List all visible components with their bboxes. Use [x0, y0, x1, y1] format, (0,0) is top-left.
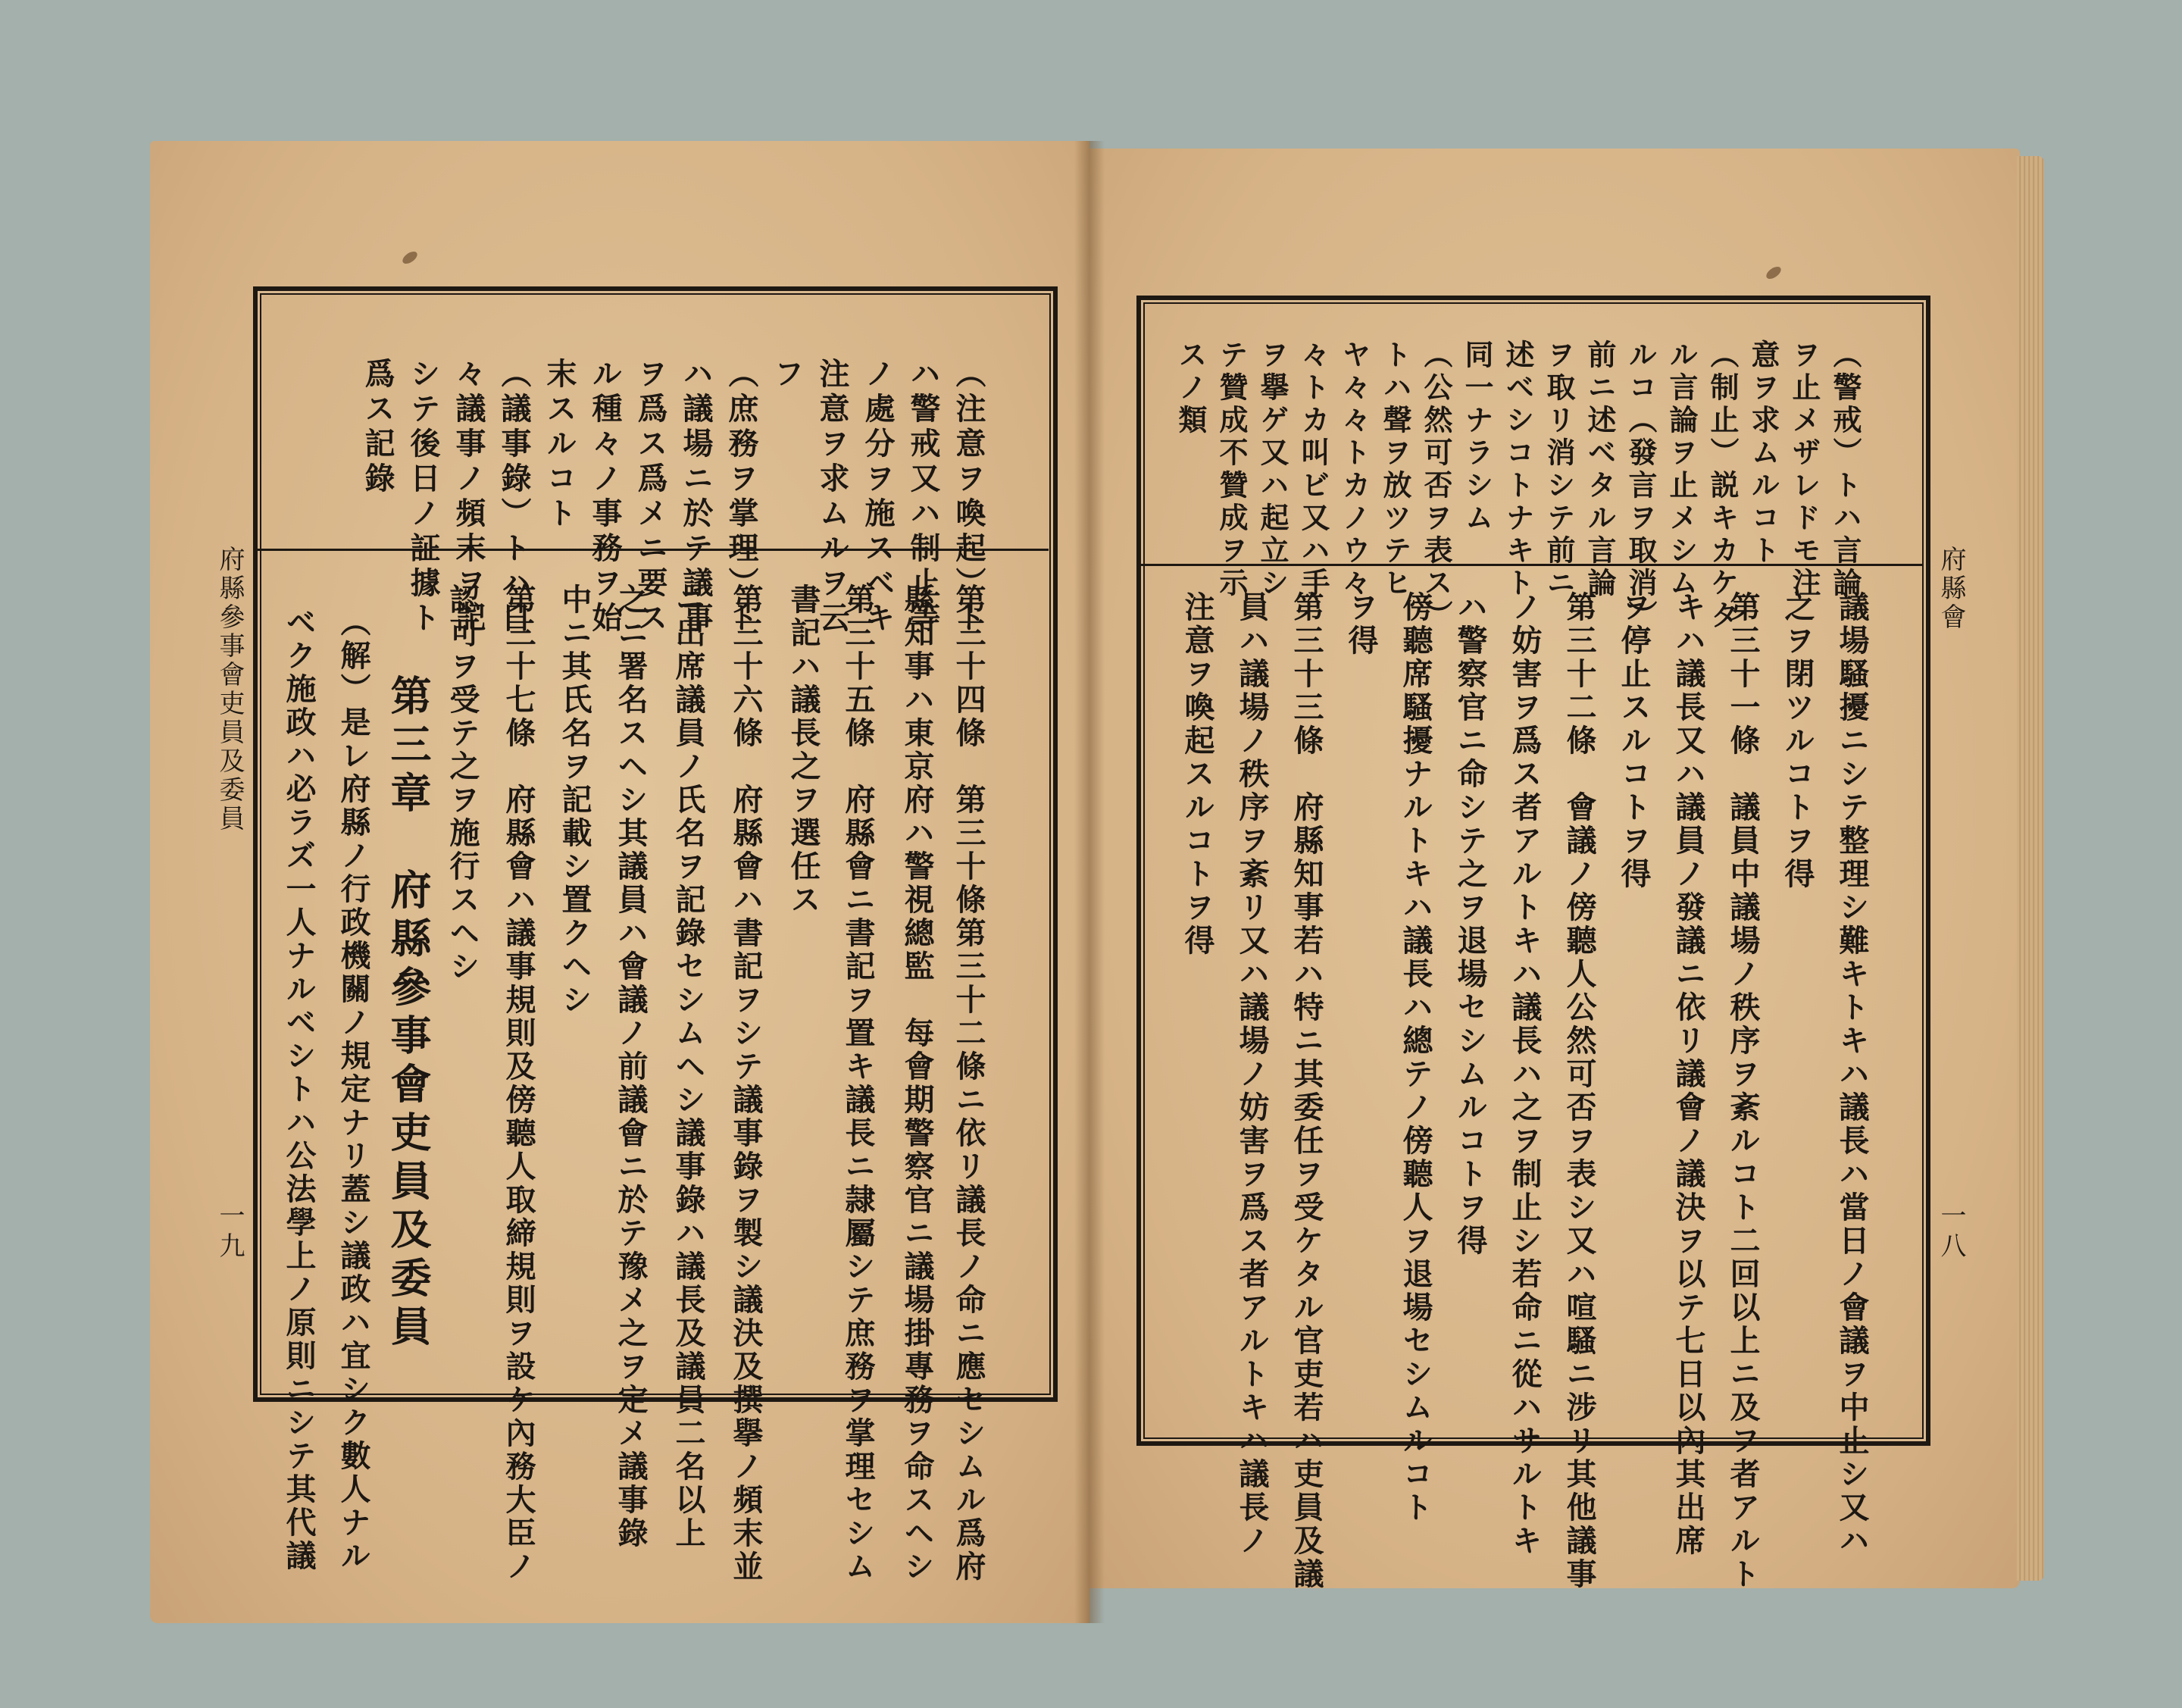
left-note-line: ル種々ノ事務ヲ始: [587, 358, 623, 637]
right-note-line: ヤ々々トカノウ々: [1337, 339, 1371, 600]
left-note-line: ヲ爲ス爲メニ要ス: [633, 358, 668, 637]
left-note-line: 爲ス記錄: [360, 358, 395, 497]
right-note-line: トハ聲ヲ放ツテヒ: [1378, 339, 1412, 600]
right-note-line: （公然可否ヲ表ス）: [1419, 339, 1453, 633]
left-note-line: 々議事ノ頻末ヲ記: [451, 358, 486, 637]
right-body-line: 之ヲ閉ツルコトヲ得: [1780, 591, 1815, 891]
left-note-line: ハ警戒又ハ制止等: [905, 358, 941, 637]
left-note-line: （議事錄）トハ日: [496, 358, 532, 637]
right-body-line: 第三十二條 會議ノ傍聽人公然可否ヲ表シ又ハ喧騷ニ涉リ其他議事: [1561, 591, 1597, 1591]
right-body-line: 議場騷擾ニシテ整理シ難キトキハ議長ハ當日ノ會議ヲ中止シ又ハ: [1834, 591, 1870, 1558]
left-body-line: 縣知事ハ東京府ハ警視總監 每會期警察官ニ議場掛專務ヲ命スヘシ: [899, 583, 935, 1584]
right-body-line: 員ハ議場ノ秩序ヲ紊リ又ハ議場ノ妨害ヲ爲ス者アルトキハ議長ノ: [1234, 591, 1270, 1558]
left-body-line: 認可ヲ受テ之ヲ施行スヘシ: [445, 583, 480, 984]
right-note-line: ルコ（發言ヲ取消）: [1624, 339, 1658, 633]
left-body-line: 第三十七條 府縣會ハ議事規則及傍聽人取締規則ヲ設ケ內務大臣ノ: [501, 583, 536, 1584]
right-note-line: 同一ナラシム: [1460, 339, 1494, 535]
left-body-line: 書記ハ議長之ヲ選任ス: [786, 583, 821, 917]
left-note-line: （注意ヲ喚起）ト: [951, 358, 986, 637]
right-page-number: 一八: [1936, 1202, 1966, 1262]
right-running-header: 府縣會: [1936, 546, 1966, 632]
left-body-line: 中ニ其氏名ヲ記載シ置クヘシ: [557, 583, 592, 1017]
left-running-header: 府縣參事會吏員及委員: [214, 546, 245, 834]
right-note-line: テ贊成不贊成ヲ示: [1214, 339, 1249, 600]
left-note-line: ハ議場ニ於テ議事: [678, 358, 714, 637]
right-note-line: 々トカ叫ビ又ハ手: [1296, 339, 1330, 600]
right-note-line: ヲ取リ消シテ前ニ: [1542, 339, 1576, 600]
left-commentary-line: ベク施政ハ必ラズ一人ナルベシトハ公法學上ノ原則ニシテ其代議: [281, 606, 317, 1573]
right-note-line: ル言論ヲ止メシム: [1665, 339, 1699, 600]
left-body-line: ニ出席議員ノ氏名ヲ記錄セシムヘシ議事錄ハ議長及議員二名以上: [671, 583, 706, 1550]
right-body-line: ヲ停止スルコトヲ得: [1616, 591, 1652, 891]
right-body-line: ハ警察官ニ命シテ之ヲ退場セシムルコトヲ得: [1452, 591, 1488, 1258]
left-body-line: 第三十六條 府縣會ハ書記ヲシテ議事錄ヲ製シ議決及撰擧ノ頻末並: [728, 583, 764, 1584]
left-body-line: 第三十四條 第三十條第三十二條ニ依リ議長ノ命ニ應セシムル爲府: [951, 583, 986, 1584]
right-body-line: 注意ヲ喚起スルコトヲ得: [1180, 591, 1215, 958]
left-note-line: （庶務ヲ掌理）ト: [724, 358, 759, 637]
right-body-line: ヲ得: [1343, 591, 1379, 658]
right-note-line: 前ニ述ベタル言論: [1583, 339, 1617, 600]
left-note-line: 注意ヲ求ムルヲ云: [814, 358, 850, 637]
right-note-line: ヲ擧ゲ又ハ起立シ: [1255, 339, 1290, 600]
right-body-line: ノ妨害ヲ爲ス者アルトキハ議長ハ之ヲ制止シ若命ニ從ハサルトキ: [1507, 591, 1543, 1558]
right-note-line: 意ヲ求ムルコト: [1746, 339, 1780, 568]
left-note-line: 末スルコト: [542, 358, 577, 532]
right-body-line: キハ議長又ハ議員ノ發議ニ依リ議會ノ議決ヲ以テ七日以內其出席: [1671, 591, 1706, 1558]
right-body-line: 第三十一條 議員中議場ノ秩序ヲ紊ルコト二回以上ニ及フ者アルト: [1725, 591, 1761, 1591]
book-gutter: [1074, 141, 1105, 1623]
right-body-line: 第三十三條 府縣知事若ハ特ニ其委任ヲ受ケタル官吏若ハ吏員及議: [1289, 591, 1324, 1591]
left-note-line: フ: [769, 358, 805, 393]
left-page-number: 一九: [214, 1202, 245, 1262]
left-body-line: 之ニ署名スヘシ其議員ハ會議ノ前議會ニ於テ豫メ之ヲ定メ議事錄: [613, 583, 649, 1550]
right-body-line: 傍聽席騷擾ナルトキハ議長ハ總テノ傍聽人ヲ退場セシムルコト: [1398, 591, 1433, 1525]
left-note-line: ノ處分ヲ施スベキ: [860, 358, 896, 637]
left-body-line: 第三十五條 府縣會ニ書記ヲ置キ議長ニ隷屬シテ庶務ヲ掌理セシム: [840, 583, 876, 1584]
page-edges: [2017, 156, 2044, 1581]
left-note-line: シテ後日ノ証據ト: [405, 358, 441, 637]
left-commentary-line: （解）是レ府縣ノ行政機關ノ規定ナリ蓋シ議政ハ宜シク數人ナル: [336, 606, 371, 1573]
right-note-line: スノ類: [1174, 339, 1208, 437]
right-note-line: （制止）説キカケタ: [1705, 339, 1740, 633]
right-note-line: ヲ止メザレドモ注: [1787, 339, 1821, 600]
chapter-title: 第三章 府縣參事會吏員及委員: [384, 674, 433, 1353]
right-note-line: 述ベシコトナキト: [1501, 339, 1535, 600]
right-note-line: （警戒）トハ言論: [1828, 339, 1862, 600]
